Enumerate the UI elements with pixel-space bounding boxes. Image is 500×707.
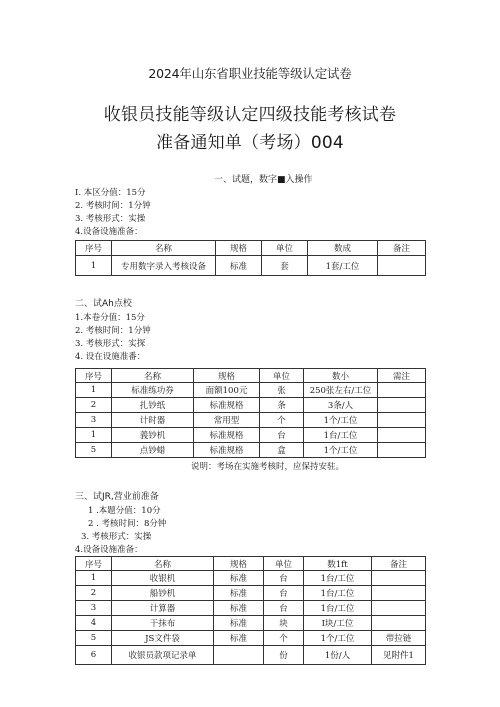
table-cell: 3	[76, 601, 112, 616]
table-cell: 干抹布	[112, 616, 214, 631]
section3-table	[75, 556, 426, 665]
table-cell: 250张左右/工位	[304, 383, 378, 398]
table-cell: 1份/人	[304, 646, 372, 665]
table-cell: 条	[260, 398, 304, 413]
table-cell	[372, 586, 426, 601]
table-cell: 船钞机	[112, 586, 214, 601]
table-cell: 盒	[260, 443, 304, 458]
table-cell	[378, 256, 426, 276]
table-header: 数成	[308, 241, 378, 256]
table-cell	[378, 443, 426, 458]
table-cell: 标准规格	[194, 428, 260, 443]
table-cell: 点钞蜡	[112, 443, 194, 458]
table-cell: 收银机	[112, 571, 214, 586]
table-header: 名称	[112, 241, 216, 256]
table-cell: 收银员款项记录单	[112, 646, 214, 665]
table-header: 需注	[378, 369, 426, 383]
table-row	[76, 413, 426, 428]
table-header: 序号	[76, 369, 112, 383]
table-cell: 专用数字录入考核设备	[112, 256, 216, 276]
table-cell: 标准规格	[194, 398, 260, 413]
section2-table	[75, 368, 426, 458]
table-cell: 标准	[214, 616, 264, 631]
table-cell: 份	[264, 646, 304, 665]
table-cell: 1套/工位	[308, 256, 378, 276]
table-cell: 计时器	[112, 413, 194, 428]
table-header: 单位	[260, 369, 304, 383]
table-cell: 1	[76, 256, 112, 276]
table-cell: 1	[76, 571, 112, 586]
table-cell: 1	[76, 428, 112, 443]
table-cell: 台	[264, 601, 304, 616]
table-cell: 1台/工位	[304, 571, 372, 586]
table-header: 单位	[264, 557, 304, 571]
table-cell: 1个/工位	[304, 631, 372, 646]
table-cell: I块/工位	[304, 616, 372, 631]
table-cell: 台	[264, 571, 304, 586]
table-cell: 计算器	[112, 601, 214, 616]
table-cell: 5	[76, 631, 112, 646]
section1-line: 3. 考核形式：实操	[75, 214, 146, 224]
section2-line: 1.本卷分值：15分	[75, 313, 145, 323]
table-row	[76, 646, 426, 665]
table-row	[76, 398, 426, 413]
table-header: 规格	[214, 557, 264, 571]
table-row	[76, 571, 426, 586]
table-cell: 台	[260, 428, 304, 443]
table-cell: 扎钞纸	[112, 398, 194, 413]
table-row	[76, 256, 426, 276]
table-cell: 6	[76, 646, 112, 665]
table-header: 名称	[112, 369, 194, 383]
table-cell: 个	[260, 413, 304, 428]
table-row	[76, 631, 426, 646]
table-cell: 标准	[214, 586, 264, 601]
table-cell: 标准	[214, 601, 264, 616]
top-title: 2024年山东省职业技能等级认定试卷	[148, 66, 352, 81]
main-title-line-2: 准备通知单（考场）004	[156, 133, 344, 153]
section2-note: 说明：考场在实施考核时，应保持安驻。	[191, 462, 345, 472]
table-row	[76, 428, 426, 443]
table-header: 规格	[194, 369, 260, 383]
table-header: 序号	[76, 241, 112, 256]
table-cell	[378, 398, 426, 413]
section2-heading: 二、试Ah点校	[75, 299, 132, 309]
table-header: 备注	[372, 557, 426, 571]
table-cell: 3条/人	[304, 398, 378, 413]
table-row	[76, 383, 426, 398]
table-cell: 标准练功券	[112, 383, 194, 398]
section3-line: 3. 考核形式：实操	[81, 532, 152, 542]
table-cell: 标准	[216, 256, 262, 276]
section2-line: 2. 考核时间：1分钟	[75, 326, 151, 336]
table-cell: 标准	[214, 571, 264, 586]
table-cell: 套	[262, 256, 308, 276]
section3-line: 1 .本题分值：10分	[88, 506, 161, 516]
table-cell: 3	[76, 413, 112, 428]
table-cell	[214, 646, 264, 665]
table-cell	[378, 428, 426, 443]
table-cell: 2	[76, 586, 112, 601]
table-cell	[378, 413, 426, 428]
table-cell: 标准规格	[194, 443, 260, 458]
table-cell: 张	[260, 383, 304, 398]
table-row	[76, 586, 426, 601]
section1-line: I. 本区分值：15分	[75, 188, 146, 198]
table-cell: JS文件袋	[112, 631, 214, 646]
section1-table	[75, 240, 426, 276]
table-header: 名称	[112, 557, 214, 571]
table-cell: 面额100元	[194, 383, 260, 398]
section2-line: 4. 设在设施准番：	[75, 352, 146, 362]
table-cell: 1个/工位	[304, 443, 378, 458]
table-cell: 義钞机	[112, 428, 194, 443]
table-header: 数1ft	[304, 557, 372, 571]
table-cell: 标准	[214, 631, 264, 646]
main-title-line-1: 收银员技能等级认定四级技能考核试卷	[103, 105, 397, 125]
section1-line: 2. 考核时间：1分钟	[75, 201, 151, 211]
table-cell: 4	[76, 616, 112, 631]
table-row	[76, 616, 426, 631]
table-header: 备注	[378, 241, 426, 256]
section3-heading: 三、试JR,营业前准备	[75, 492, 159, 502]
table-cell: 1台/工位	[304, 428, 378, 443]
table-cell: 1	[76, 383, 112, 398]
section1-heading: 一、试题，数字■入操作	[214, 175, 313, 185]
table-cell: 见附件1	[372, 646, 426, 665]
table-cell: 2	[76, 398, 112, 413]
table-cell: 1个/工位	[304, 413, 378, 428]
table-row	[76, 443, 426, 458]
table-header: 单位	[262, 241, 308, 256]
table-header: 规格	[216, 241, 262, 256]
table-header: 数小	[304, 369, 378, 383]
section3-line: 2 . 考核时间：8分钟	[88, 519, 167, 529]
table-cell: 1台/工位	[304, 601, 372, 616]
table-cell	[372, 571, 426, 586]
table-cell: 块	[264, 616, 304, 631]
section3-line: 4.设备设施准备：	[75, 545, 143, 555]
table-cell: 1台/工位	[304, 586, 372, 601]
table-cell: 5	[76, 443, 112, 458]
section1-line: 4.设备设施准备：	[75, 227, 143, 237]
table-cell: 个	[264, 631, 304, 646]
table-cell	[372, 601, 426, 616]
table-cell: 带拉链	[372, 631, 426, 646]
table-cell: 常用型	[194, 413, 260, 428]
section2-line: 3. 考核形式：实探	[75, 339, 146, 349]
table-cell: 台	[264, 586, 304, 601]
table-header: 序号	[76, 557, 112, 571]
table-cell	[378, 383, 426, 398]
table-cell	[372, 616, 426, 631]
table-row	[76, 601, 426, 616]
